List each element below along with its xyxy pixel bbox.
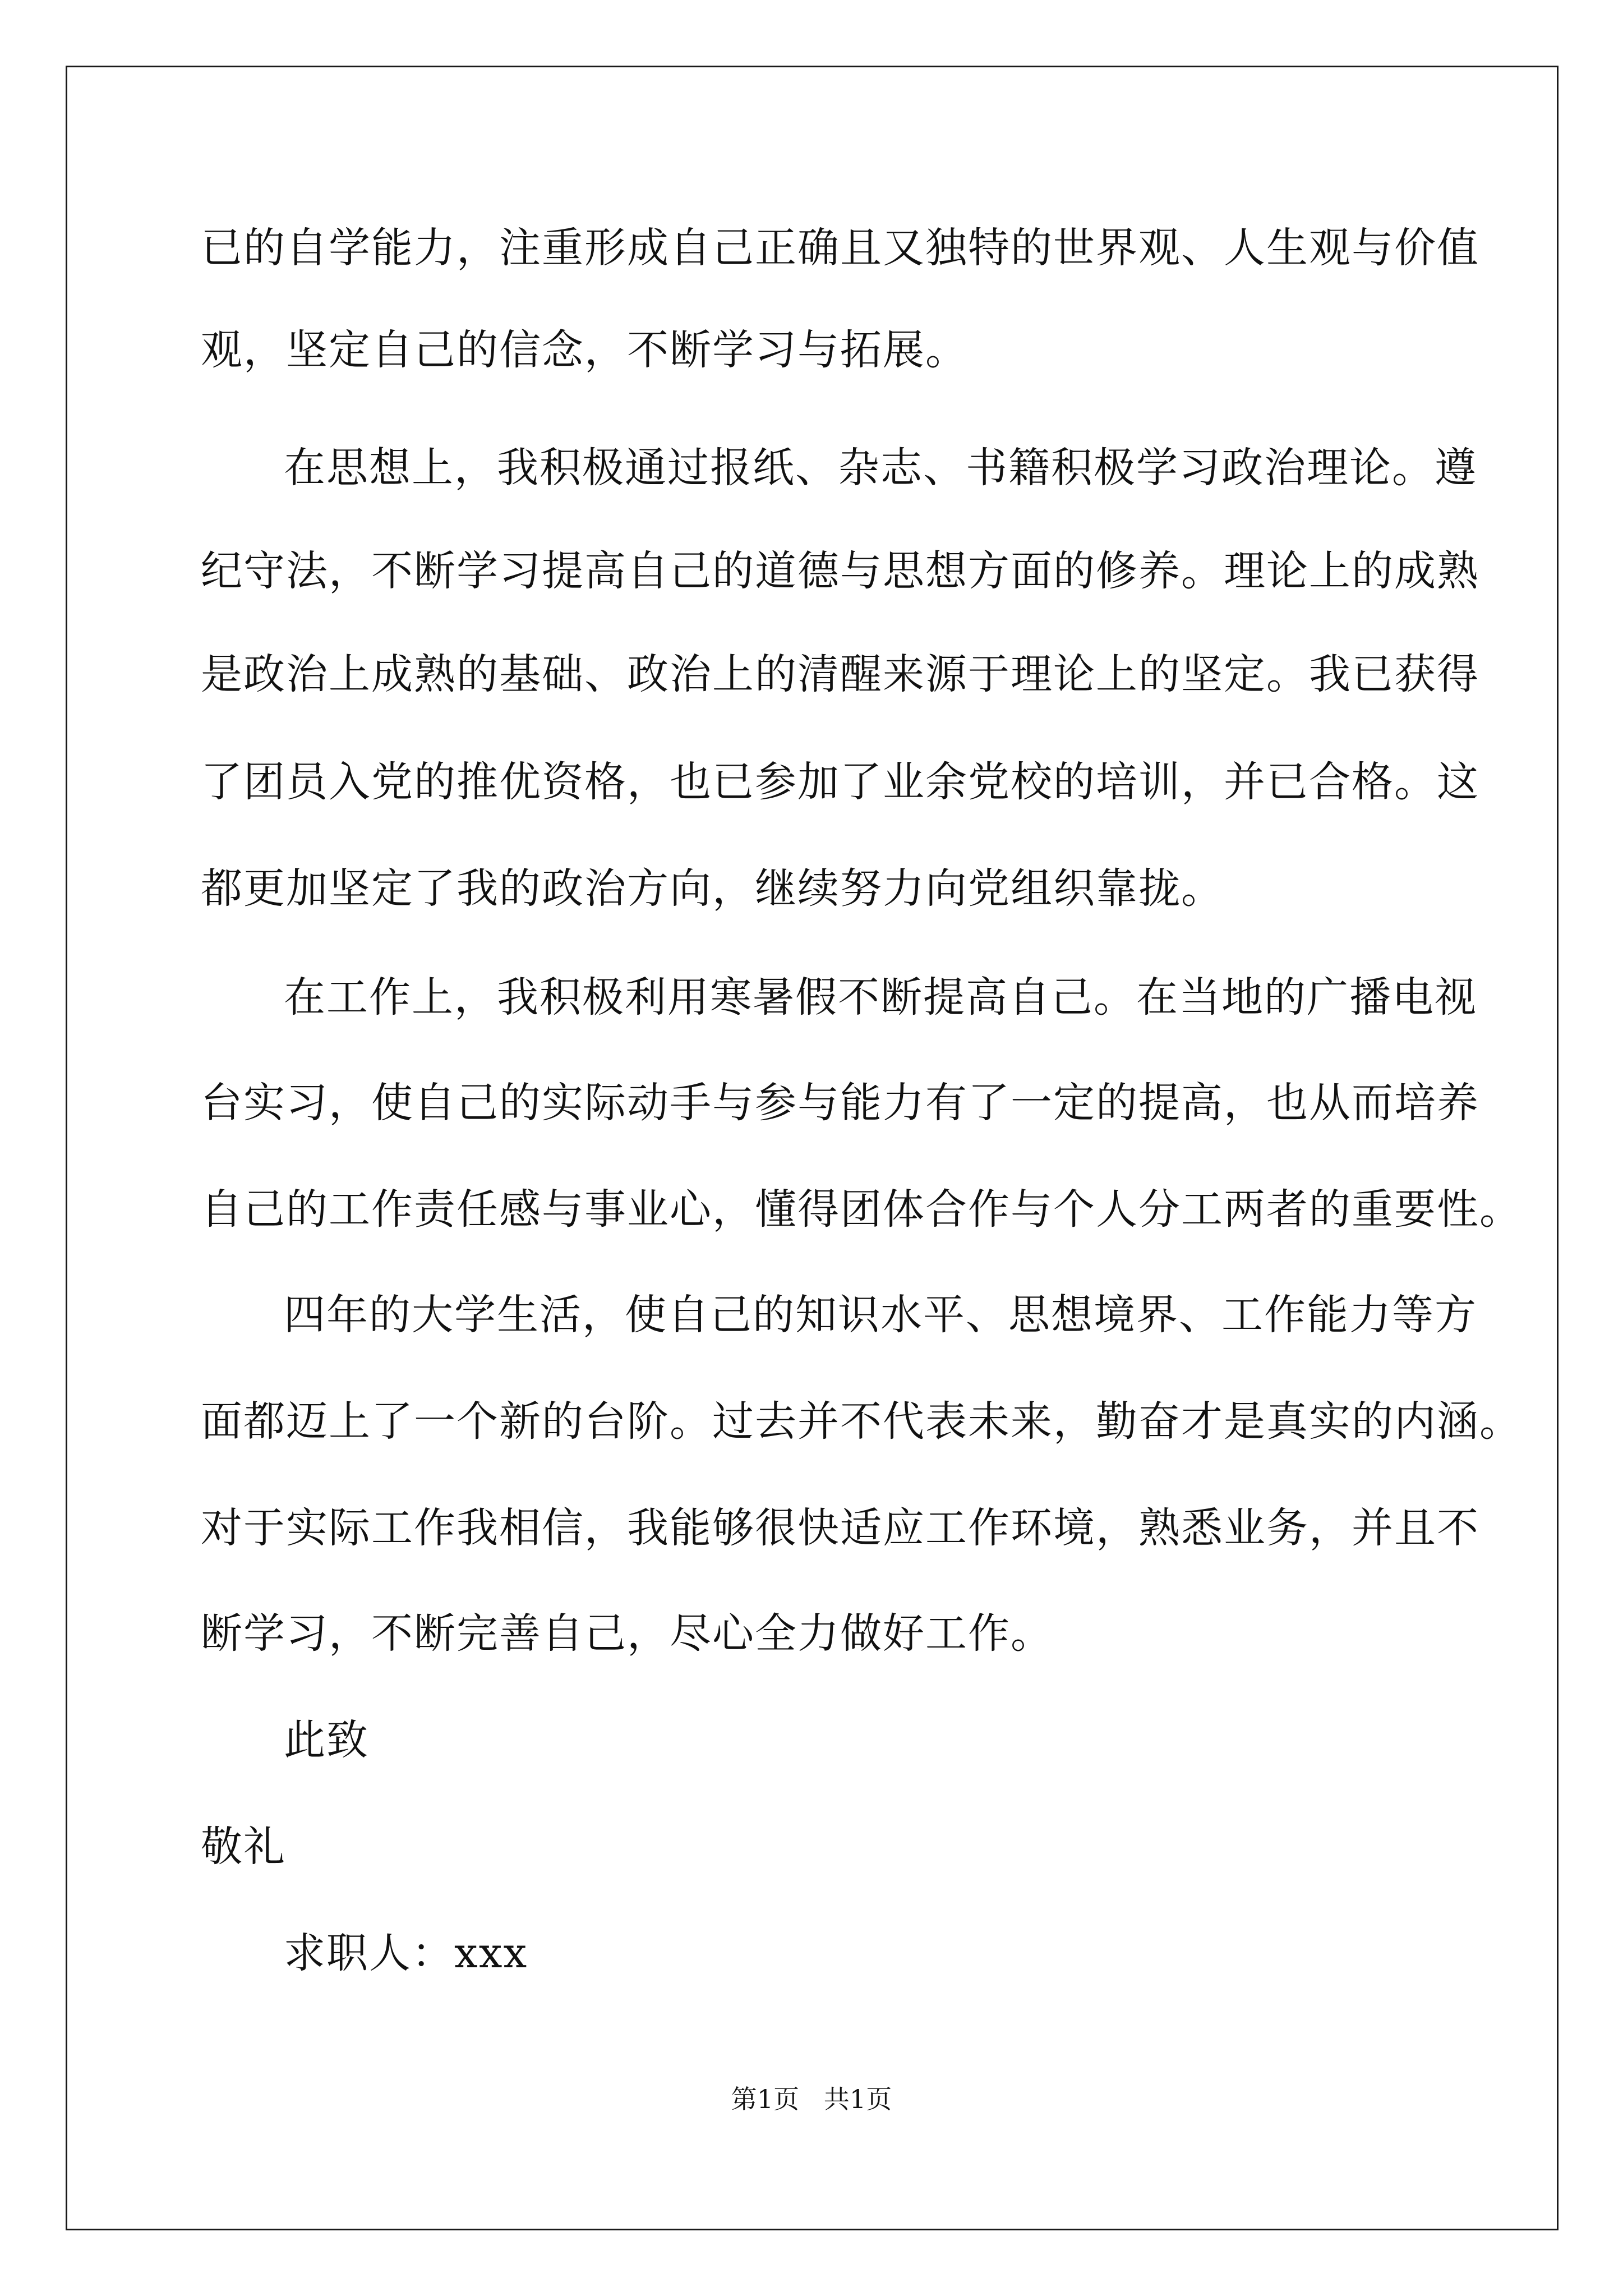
body-line-14: 断学习，不断完善自己，尽心全力做好工作。 [201, 1609, 1053, 1658]
body-line-7: 都更加坚定了我的政治方向，继续努力向党组织靠拢。 [201, 864, 1224, 913]
body-line-1: 已的自学能力，注重形成自己正确且又独特的世界观、人生观与价值 [201, 224, 1479, 272]
signature-applicant: 求职人：xxx [284, 1929, 528, 1977]
paragraph-thought-line-1: 在思想上，我积极通过报纸、杂志、书籍积极学习政治理论。遵 [284, 444, 1477, 492]
page-number-footer: 第1页 共1页 [731, 2084, 892, 2114]
body-line-9: 台实习，使自己的实际动手与参与能力有了一定的提高，也从而培养 [201, 1079, 1479, 1127]
closing-salutation: 此致 [284, 1716, 369, 1764]
body-line-10: 自己的工作责任感与事业心，懂得团体合作与个人分工两者的重要性。 [201, 1185, 1522, 1234]
body-line-2: 观，坚定自己的信念，不断学习与拓展。 [201, 326, 968, 374]
body-line-12: 面都迈上了一个新的台阶。过去并不代表未来，勤奋才是真实的内涵。 [201, 1397, 1522, 1446]
paragraph-summary-line-1: 四年的大学生活，使自己的知识水平、思想境界、工作能力等方 [284, 1291, 1477, 1339]
paragraph-work-line-1: 在工作上，我积极利用寒暑假不断提高自己。在当地的广播电视 [284, 973, 1477, 1022]
body-line-6: 了团员入党的推优资格，也已参加了业余党校的培训，并已合格。这 [201, 758, 1479, 806]
body-line-13: 对于实际工作我相信，我能够很快适应工作环境，熟悉业务，并且不 [201, 1504, 1479, 1552]
page-border [66, 66, 1559, 2230]
body-line-4: 纪守法，不断学习提高自己的道德与思想方面的修养。理论上的成熟 [201, 547, 1479, 595]
body-line-5: 是政治上成熟的基础、政治上的清醒来源于理论上的坚定。我已获得 [201, 650, 1479, 698]
closing-regards: 敬礼 [201, 1823, 286, 1871]
